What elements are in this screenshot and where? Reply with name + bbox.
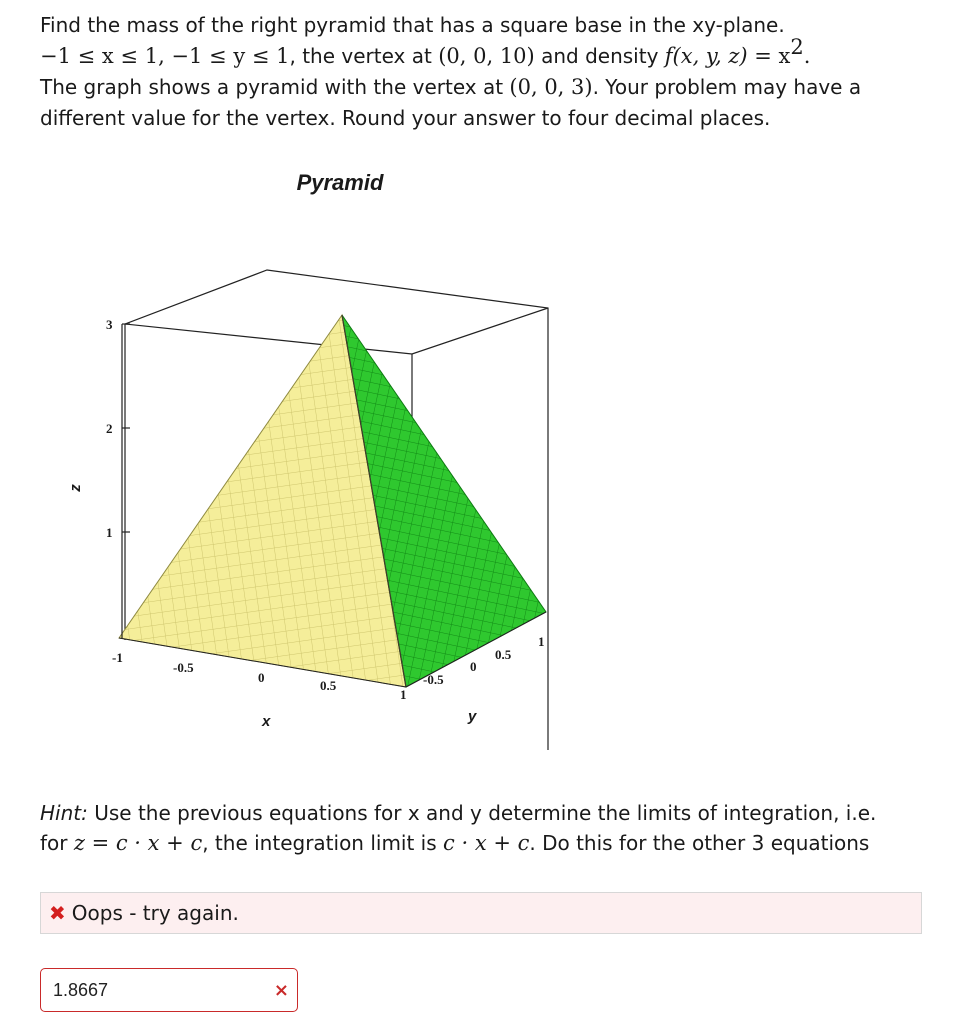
y-tick-0: 0 (470, 659, 477, 674)
x-tick-neg05: -0.5 (173, 660, 194, 675)
y-bounds: −1 ≤ y ≤ 1 (171, 44, 290, 68)
hint-label: Hint: (40, 801, 88, 825)
problem-statement (40, 10, 940, 134)
hint-text (40, 798, 940, 858)
hint-equation: z = c · x + c (73, 831, 203, 855)
y-axis-label: y (468, 708, 477, 725)
y-tick-neg05: -0.5 (423, 672, 444, 687)
clear-icon[interactable]: × (273, 979, 289, 1001)
pyramid-figure (0, 150, 700, 750)
problem-line-2: −1 ≤ x ≤ 1, −1 ≤ y ≤ 1, the vertex at (0, 0, 10) and density f(x, y, $z) = x^2$. (40, 35, 811, 68)
x-bounds: −1 ≤ x ≤ 1 (40, 44, 159, 68)
x-axis-label: x (262, 713, 271, 730)
chart-title: Pyramid (296, 170, 384, 195)
feedback-message: Oops - try again. (71, 901, 239, 925)
hint-for: for (40, 831, 74, 855)
x-tick-1: 1 (400, 687, 407, 702)
x-tick-0: 0 (258, 670, 265, 685)
problem-line-4: different value for the vertex. Round your answer to four decimal places. (40, 106, 771, 130)
density-exponent: 2 (790, 35, 804, 59)
answer-input[interactable] (53, 980, 253, 1001)
y-tick-1: 1 (538, 634, 545, 649)
z-tick-3: 3 (106, 317, 113, 332)
density-text: and density (534, 44, 665, 68)
vertex-value: (0, 0, 10) (438, 44, 535, 68)
hint-tail: . Do this for the other 3 equations (529, 831, 870, 855)
hint-line-1: Use the previous equations for x and y determine the limits of integration, i.e. (87, 801, 877, 825)
hint-limit: c · x + c (443, 831, 530, 855)
problem-line-1: Find the mass of the right pyramid that has a square base in the xy-plane. (40, 13, 785, 37)
z-tick-1: 1 (106, 525, 113, 540)
z-axis-label: z (67, 484, 84, 492)
y-tick-05: 0.5 (495, 647, 512, 662)
x-tick-05: 0.5 (320, 678, 337, 693)
density-equals: = x (747, 44, 791, 68)
feedback-banner (40, 892, 922, 934)
pyramid-plot (0, 150, 700, 750)
graph-vertex-value: (0, 0, 3) (509, 75, 593, 99)
x-tick-neg1: -1 (112, 650, 123, 665)
z-tick-2: 2 (106, 421, 113, 436)
vertex-text: , the vertex at (289, 44, 439, 68)
error-icon: ✖ (49, 901, 66, 925)
graph-vertex-tail: . Your problem may have a (592, 75, 862, 99)
answer-field[interactable] (40, 968, 298, 1012)
hint-limit-text: , the integration limit is (202, 831, 444, 855)
density-function: f(x, y, z) (664, 44, 748, 68)
problem-line-3 (40, 72, 940, 103)
graph-vertex-text: The graph shows a pyramid with the vertex at (40, 75, 510, 99)
